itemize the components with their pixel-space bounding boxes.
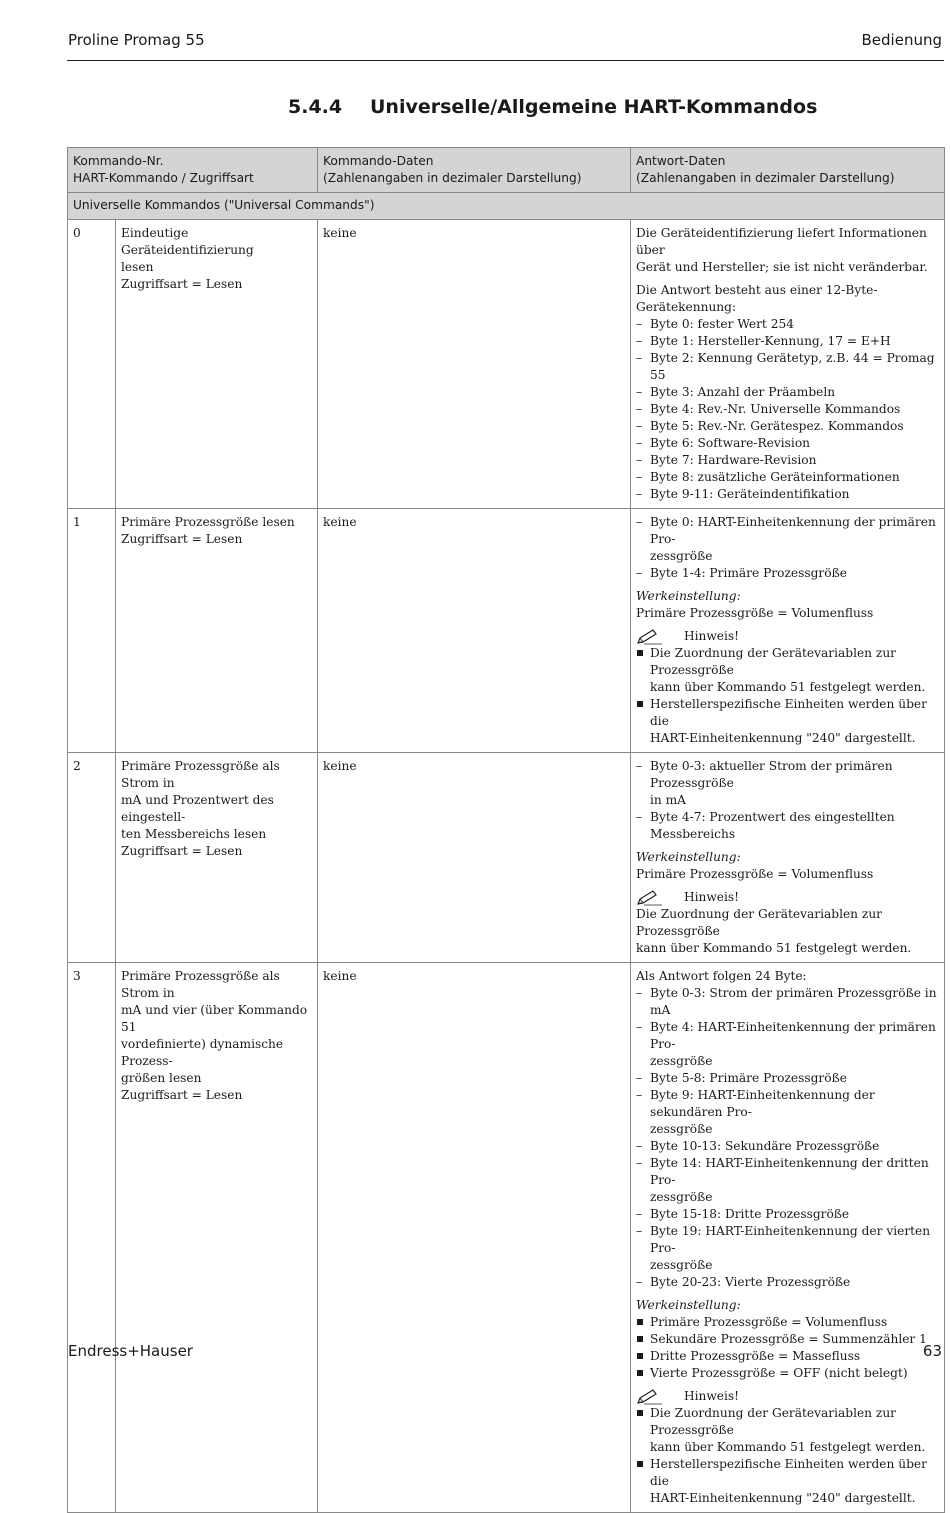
note-block: [636, 1388, 939, 1405]
response-byte-list: [636, 514, 939, 582]
command-number: 0: [68, 220, 116, 509]
desc-line: ten Messbereichs lesen: [121, 827, 267, 841]
list-item: – Byte 14: HART-Einheitenkennung der dritten Pro- zessgröße: [636, 1155, 939, 1206]
header-response-data-line1: Antwort-Daten: [636, 154, 726, 168]
command-data: keine: [318, 753, 631, 963]
access-type: Zugriffsart = Lesen: [121, 532, 243, 546]
header-command-line2: HART-Kommando / Zugriffsart: [73, 171, 254, 185]
note-block: [636, 889, 939, 906]
list-item: Die Zuordnung der Gerätevariablen zur Prozessgröße kann über Kommando 51 festgelegt werden.: [636, 1405, 939, 1456]
list-item: – Byte 2: Kennung Gerätetyp, z.B. 44 = Promag 55: [636, 350, 939, 384]
list-item: – Byte 1: Hersteller-Kennung, 17 = E+H: [636, 333, 939, 350]
command-description: [116, 963, 318, 1513]
section-heading: [288, 96, 817, 118]
command-description: [116, 220, 318, 509]
note-label: Hinweis!: [684, 890, 740, 904]
list-item: – Byte 15-18: Dritte Prozessgröße: [636, 1206, 939, 1223]
command-number: 2: [68, 753, 116, 963]
list-item: – Byte 4-7: Prozentwert des eingestellten Messbereichs: [636, 809, 939, 843]
header-command: [68, 148, 318, 193]
list-item: – Byte 0: fester Wert 254: [636, 316, 939, 333]
list-item: Sekundäre Prozessgröße = Summenzähler 1: [636, 1331, 939, 1348]
desc-line: vordefinierte) dynamische Prozess-: [121, 1037, 284, 1068]
section-row: [68, 193, 945, 220]
desc-line: mA und vier (über Kommando 51: [121, 1003, 308, 1034]
note-block: [636, 628, 939, 645]
list-item: – Byte 9: HART-Einheitenkennung der sekundären Pro- zessgröße: [636, 1087, 939, 1138]
factory-setting-label: Werkeinstellung:: [636, 1298, 741, 1312]
command-number: 3: [68, 963, 116, 1513]
footer-company: Endress+Hauser: [68, 1342, 193, 1360]
pencil-note-icon: [636, 889, 664, 906]
list-item: – Byte 5: Rev.-Nr. Gerätespez. Kommandos: [636, 418, 939, 435]
header-response-data: [631, 148, 945, 193]
table-header-row: [68, 148, 945, 193]
header-command-line1: Kommando-Nr.: [73, 154, 164, 168]
list-item: – Byte 5-8: Primäre Prozessgröße: [636, 1070, 939, 1087]
response-line: Gerät und Hersteller; sie ist nicht veränderbar.: [636, 260, 928, 274]
header-response-data-line2: (Zahlenangaben in dezimaler Darstellung): [636, 171, 895, 185]
access-type: Zugriffsart = Lesen: [121, 1088, 243, 1102]
page-number: 63: [922, 1342, 942, 1360]
list-item: Vierte Prozessgröße = OFF (nicht belegt): [636, 1365, 939, 1382]
desc-line: Primäre Prozessgröße lesen: [121, 515, 295, 529]
factory-setting-value: Primäre Prozessgröße = Volumenfluss: [636, 606, 874, 620]
desc-line: mA und Prozentwert des eingestell-: [121, 793, 274, 824]
table-row: [68, 220, 945, 509]
list-item: – Byte 7: Hardware-Revision: [636, 452, 939, 469]
table-row: [68, 509, 945, 753]
response-data: [631, 963, 945, 1513]
command-data: keine: [318, 220, 631, 509]
note-label: Hinweis!: [684, 629, 740, 643]
list-item: – Byte 19: HART-Einheitenkennung der vierten Pro- zessgröße: [636, 1223, 939, 1274]
response-data: [631, 220, 945, 509]
desc-line: Primäre Prozessgröße als Strom in: [121, 969, 280, 1000]
list-item: – Byte 9-11: Geräteindentifikation: [636, 486, 939, 503]
list-item: – Byte 4: Rev.-Nr. Universelle Kommandos: [636, 401, 939, 418]
note-list: [636, 645, 939, 747]
desc-line: Primäre Prozessgröße als Strom in: [121, 759, 280, 790]
list-item: – Byte 20-23: Vierte Prozessgröße: [636, 1274, 939, 1291]
response-data: [631, 509, 945, 753]
factory-setting-list: [636, 1314, 939, 1382]
response-byte-list: [636, 758, 939, 843]
list-item: Herstellerspezifische Einheiten werden über die HART-Einheitenkennung "240" dargestellt.: [636, 696, 939, 747]
desc-line: Eindeutige Geräteidentifizierung: [121, 226, 254, 257]
response-byte-list: [636, 316, 939, 503]
access-type: Zugriffsart = Lesen: [121, 844, 243, 858]
header-rule: [67, 60, 944, 61]
hart-commands-table: [67, 147, 945, 1513]
section-row-label: Universelle Kommandos ("Universal Commands"): [68, 193, 945, 220]
response-line: Die Geräteidentifizierung liefert Informationen über: [636, 226, 927, 257]
list-item: – Byte 3: Anzahl der Präambeln: [636, 384, 939, 401]
section-number: 5.4.4: [288, 96, 343, 118]
response-byte-list: [636, 985, 939, 1291]
factory-setting-label: Werkeinstellung:: [636, 589, 741, 603]
table-row: [68, 753, 945, 963]
access-type: Zugriffsart = Lesen: [121, 277, 243, 291]
command-data: keine: [318, 509, 631, 753]
note-label: Hinweis!: [684, 1389, 740, 1403]
list-item: – Byte 1-4: Primäre Prozessgröße: [636, 565, 939, 582]
desc-line: größen lesen: [121, 1071, 202, 1085]
list-item: – Byte 0-3: Strom der primären Prozessgröße in mA: [636, 985, 939, 1019]
header-command-data-line1: Kommando-Daten: [323, 154, 434, 168]
list-item: – Byte 0: HART-Einheitenkennung der primären Pro- zessgröße: [636, 514, 939, 565]
note-list: [636, 1405, 939, 1507]
list-item: – Byte 4: HART-Einheitenkennung der primären Pro- zessgröße: [636, 1019, 939, 1070]
response-line: Die Antwort besteht aus einer 12-Byte-Gerätekennung:: [636, 283, 878, 314]
note-text: Die Zuordnung der Gerätevariablen zur Prozessgröße: [636, 907, 882, 938]
factory-setting-label: Werkeinstellung:: [636, 850, 741, 864]
list-item: Dritte Prozessgröße = Massefluss: [636, 1348, 939, 1365]
command-description: [116, 509, 318, 753]
section-title: Universelle/Allgemeine HART-Kommandos: [370, 96, 818, 118]
header-command-data: [318, 148, 631, 193]
list-item: Primäre Prozessgröße = Volumenfluss: [636, 1314, 939, 1331]
list-item: Die Zuordnung der Gerätevariablen zur Prozessgröße kann über Kommando 51 festgelegt werden.: [636, 645, 939, 696]
running-header-chapter: Bedienung: [861, 31, 942, 49]
factory-setting-value: Primäre Prozessgröße = Volumenfluss: [636, 867, 874, 881]
response-line: Als Antwort folgen 24 Byte:: [636, 969, 807, 983]
list-item: – Byte 0-3: aktueller Strom der primären Prozessgröße in mA: [636, 758, 939, 809]
command-number: 1: [68, 509, 116, 753]
note-text: kann über Kommando 51 festgelegt werden.: [636, 941, 912, 955]
pencil-note-icon: [636, 628, 664, 645]
command-description: [116, 753, 318, 963]
list-item: Herstellerspezifische Einheiten werden über die HART-Einheitenkennung "240" dargestellt.: [636, 1456, 939, 1507]
desc-line: lesen: [121, 260, 154, 274]
table-row: [68, 963, 945, 1513]
command-data: keine: [318, 963, 631, 1513]
running-header-product: Proline Promag 55: [68, 31, 205, 49]
response-data: [631, 753, 945, 963]
pencil-note-icon: [636, 1388, 664, 1405]
list-item: – Byte 8: zusätzliche Geräteinformationen: [636, 469, 939, 486]
list-item: – Byte 6: Software-Revision: [636, 435, 939, 452]
header-command-data-line2: (Zahlenangaben in dezimaler Darstellung): [323, 171, 582, 185]
list-item: – Byte 10-13: Sekundäre Prozessgröße: [636, 1138, 939, 1155]
